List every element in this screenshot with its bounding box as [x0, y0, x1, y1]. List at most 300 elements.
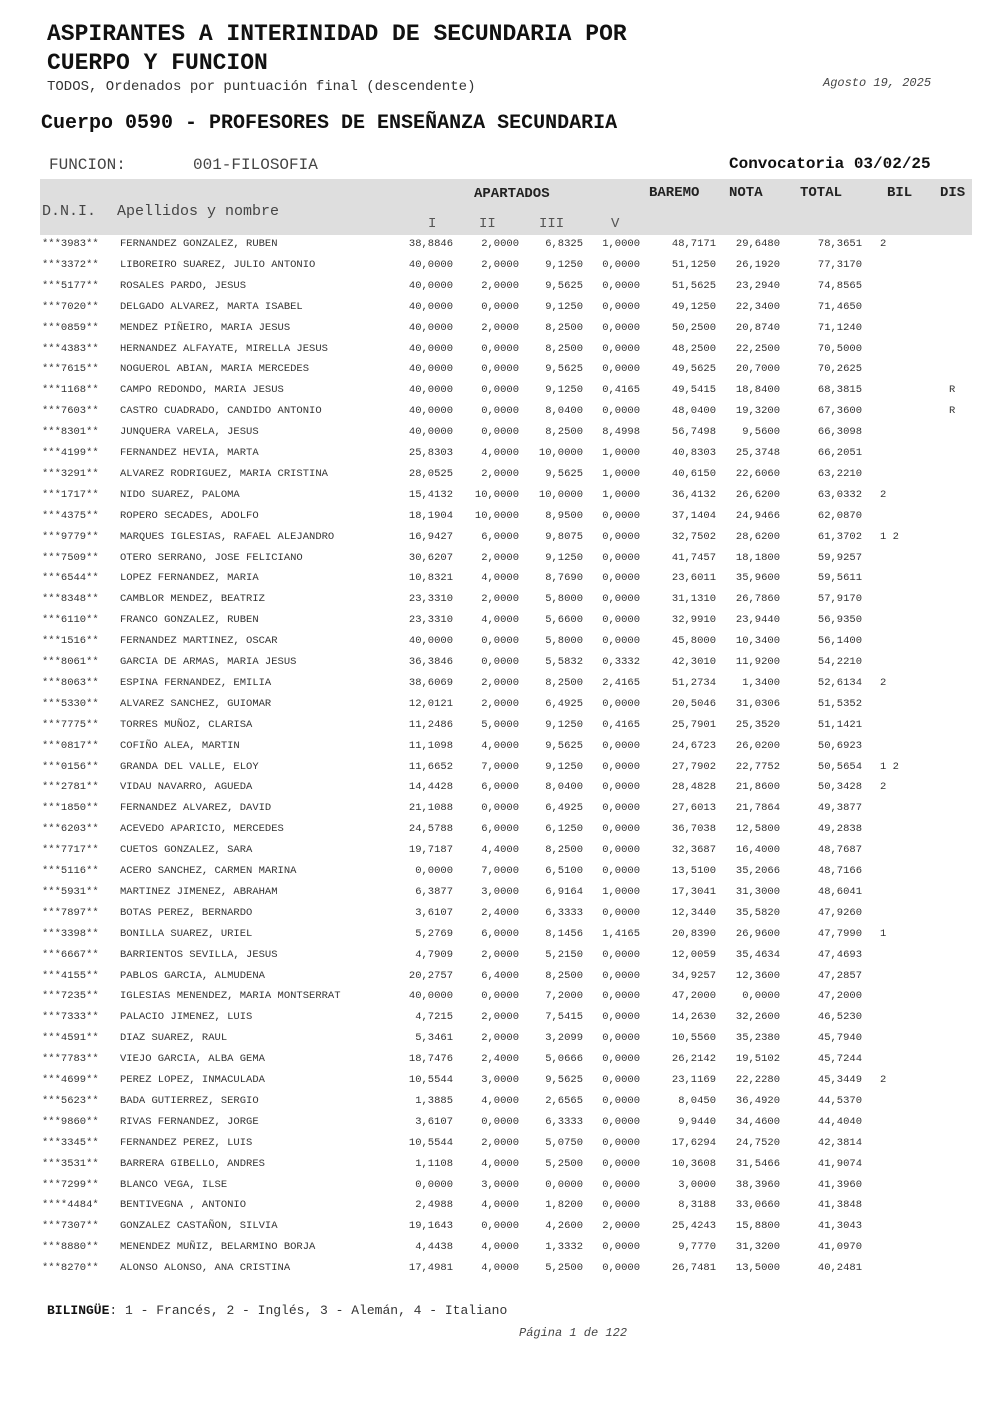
table-row: [0, 928, 1000, 948]
cell-apartado-v: 0,0000: [602, 844, 640, 857]
cell-apartado-v: 0,0000: [602, 321, 640, 334]
cell-baremo: 13,5100: [671, 865, 716, 877]
cell-apartado-v: 1,0000: [602, 447, 640, 459]
cell-apartado-v: 1,4165: [602, 927, 640, 940]
cell-name: FERNANDEZ ALVAREZ, DAVID: [120, 802, 272, 815]
cell-nota: 35,5820: [735, 906, 780, 919]
cell-apartado-i: 1,1108: [415, 1157, 453, 1170]
cell-apartado-i: 23,3310: [408, 593, 453, 606]
cell-nota: 35,2380: [735, 1032, 780, 1045]
cell-total: 51,5352: [817, 697, 862, 710]
cell-nota: 15,8800: [735, 1220, 780, 1233]
cell-dni: ***4591**: [42, 1032, 99, 1045]
cell-apartado-iii: 3,2099: [545, 1032, 583, 1045]
cell-baremo: 28,4828: [671, 781, 716, 794]
cell-apartado-ii: 0,0000: [481, 300, 519, 313]
cell-apartado-iii: 8,0400: [545, 781, 583, 794]
cell-apartado-iii: 8,0400: [545, 405, 583, 418]
cell-total: 46,5230: [817, 1011, 862, 1024]
cell-nota: 31,5466: [735, 1157, 780, 1170]
cell-baremo: 49,5625: [671, 363, 716, 376]
cell-baremo: 32,9910: [671, 614, 716, 627]
cell-apartado-v: 0,0000: [602, 1032, 640, 1045]
cell-apartado-iii: 8,2500: [545, 844, 583, 857]
cell-apartado-iii: 9,1250: [545, 718, 583, 731]
cell-apartado-ii: 2,0000: [481, 948, 519, 961]
cell-baremo: 8,3188: [678, 1199, 716, 1212]
cell-name: FERNANDEZ PEREZ, LUIS: [120, 1136, 253, 1149]
table-row: [0, 552, 1000, 572]
cell-apartado-v: 0,0000: [602, 363, 640, 376]
cell-apartado-v: 0,0000: [602, 1178, 640, 1191]
cell-dni: ***8301**: [42, 426, 99, 439]
table-row: [0, 447, 1000, 467]
cell-apartado-iii: 9,5625: [545, 363, 583, 376]
cell-dni: ***1168**: [42, 384, 99, 397]
cell-apartado-i: 2,4988: [415, 1199, 453, 1212]
cell-baremo: 56,7498: [671, 426, 716, 439]
cell-dni: ****4484*: [42, 1199, 99, 1212]
cell-name: FRANCO GONZALEZ, RUBEN: [120, 614, 259, 627]
cell-apartado-ii: 2,0000: [481, 321, 519, 334]
cell-apartado-ii: 10,0000: [474, 488, 519, 501]
cell-name: GARCIA DE ARMAS, MARIA JESUS: [120, 656, 297, 668]
cell-name: ALONSO ALONSO, ANA CRISTINA: [120, 1262, 291, 1275]
cell-apartado-v: 0,0000: [602, 1074, 640, 1086]
cell-apartado-v: 0,0000: [602, 405, 640, 418]
cell-nota: 25,3748: [735, 447, 780, 459]
header-dis: DIS: [940, 185, 966, 201]
cell-apartado-i: 40,0000: [408, 405, 453, 418]
cell-apartado-i: 23,3310: [408, 614, 453, 627]
cell-dni: ***4375**: [42, 509, 99, 522]
cell-apartado-v: 0,0000: [602, 823, 640, 836]
cell-apartado-ii: 0,0000: [481, 656, 519, 668]
header-i: I: [428, 216, 437, 232]
cell-nota: 35,4634: [735, 948, 780, 961]
cell-name: ESPINA FERNANDEZ, EMILIA: [120, 676, 272, 689]
table-row: [0, 1199, 1000, 1219]
cell-nota: 0,0000: [742, 990, 780, 1003]
cell-apartado-ii: 0,0000: [481, 635, 519, 648]
cell-apartado-ii: 3,0000: [481, 1074, 519, 1086]
cell-baremo: 41,7457: [671, 551, 716, 564]
cell-nota: 16,4000: [735, 844, 780, 857]
cell-apartado-v: 0,0000: [602, 1136, 640, 1149]
cell-total: 41,0970: [817, 1241, 862, 1254]
cell-apartado-i: 17,4981: [408, 1262, 453, 1275]
cell-apartado-i: 25,8303: [408, 447, 453, 459]
cell-name: MENDEZ PIÑEIRO, MARIA JESUS: [120, 321, 291, 334]
cell-dni: ***7333**: [42, 1011, 99, 1024]
cell-total: 49,3877: [817, 802, 862, 815]
cell-nota: 12,3600: [735, 969, 780, 982]
cell-dni: ***8270**: [42, 1262, 99, 1275]
cell-dni: ***7299**: [42, 1178, 99, 1191]
cell-apartado-v: 0,0000: [602, 1053, 640, 1066]
cell-dni: ***3531**: [42, 1157, 99, 1170]
cell-nota: 22,2280: [735, 1074, 780, 1086]
cell-apartado-i: 40,0000: [408, 426, 453, 439]
cell-total: 68,3815: [817, 384, 862, 397]
cell-dni: ***0859**: [42, 321, 99, 334]
cell-apartado-ii: 0,0000: [481, 990, 519, 1003]
cell-dni: ***3291**: [42, 467, 99, 480]
table-row: [0, 259, 1000, 279]
table-row: [0, 1074, 1000, 1094]
cell-baremo: 51,5625: [671, 279, 716, 292]
cell-baremo: 3,0000: [678, 1178, 716, 1191]
table-row: [0, 489, 1000, 509]
cell-apartado-i: 4,7215: [415, 1011, 453, 1024]
cell-apartado-i: 15,4132: [408, 488, 453, 501]
legend-label: BILINGÜE: [47, 1303, 110, 1318]
cell-apartado-i: 40,0000: [408, 342, 453, 355]
cell-baremo: 17,3041: [671, 885, 716, 898]
cell-baremo: 48,2500: [671, 342, 716, 355]
cell-apartado-ii: 10,0000: [474, 509, 519, 522]
cell-apartado-iii: 10,0000: [538, 488, 583, 501]
report-title-line1: ASPIRANTES A INTERINIDAD DE SECUNDARIA POR: [47, 21, 627, 47]
cell-apartado-v: 0,0000: [602, 258, 640, 271]
cell-apartado-v: 0,0000: [602, 739, 640, 752]
cell-name: CASTRO CUADRADO, CANDIDO ANTONIO: [120, 405, 322, 418]
header-baremo: BAREMO: [649, 185, 700, 201]
cell-apartado-i: 16,9427: [408, 530, 453, 543]
cell-apartado-v: 0,0000: [602, 1157, 640, 1170]
cell-dni: ***4199**: [42, 447, 99, 459]
cell-dni: ***7020**: [42, 300, 99, 313]
cell-total: 49,2838: [817, 823, 862, 836]
cell-dni: ***7235**: [42, 990, 99, 1003]
table-row: [0, 1179, 1000, 1199]
cell-name: LIBOREIRO SUAREZ, JULIO ANTONIO: [120, 258, 316, 271]
cell-total: 40,2481: [817, 1262, 862, 1275]
cell-baremo: 23,6011: [671, 572, 716, 585]
cell-name: ACERO SANCHEZ, CARMEN MARINA: [120, 865, 297, 877]
cell-apartado-ii: 4,0000: [481, 1157, 519, 1170]
cell-apartado-iii: 6,3333: [545, 906, 583, 919]
cell-total: 41,9074: [817, 1157, 862, 1170]
cell-total: 66,3098: [817, 426, 862, 439]
cell-apartado-iii: 2,6565: [545, 1094, 583, 1107]
cell-total: 47,7990: [817, 927, 862, 940]
cell-apartado-ii: 4,4000: [481, 844, 519, 857]
cell-nota: 22,7752: [735, 760, 780, 773]
cell-dni: ***5623**: [42, 1094, 99, 1107]
cell-total: 52,6134: [817, 676, 862, 689]
cell-nota: 23,9440: [735, 614, 780, 627]
cell-apartado-i: 40,0000: [408, 300, 453, 313]
cell-total: 44,5370: [817, 1094, 862, 1107]
cell-apartado-ii: 2,0000: [481, 551, 519, 564]
table-row: [0, 802, 1000, 822]
cell-dni: ***5116**: [42, 865, 99, 877]
cell-apartado-v: 0,0000: [602, 614, 640, 627]
cell-apartado-i: 40,0000: [408, 990, 453, 1003]
cell-name: ALVAREZ RODRIGUEZ, MARIA CRISTINA: [120, 467, 328, 480]
table-row: [0, 1032, 1000, 1052]
cell-nota: 22,6060: [735, 467, 780, 480]
cell-bil: 1 2: [880, 530, 899, 543]
cell-apartado-v: 0,0000: [602, 1262, 640, 1275]
cell-name: BADA GUTIERREZ, SERGIO: [120, 1094, 259, 1107]
cell-nota: 18,1800: [735, 551, 780, 564]
header-iii: III: [539, 216, 565, 232]
cell-apartado-i: 40,0000: [408, 384, 453, 397]
table-row: [0, 781, 1000, 801]
cell-apartado-v: 0,0000: [602, 279, 640, 292]
cell-total: 50,6923: [817, 739, 862, 752]
cell-baremo: 45,8000: [671, 635, 716, 648]
cell-dni: ***8348**: [42, 593, 99, 606]
cell-name: TORRES MUÑOZ, CLARISA: [120, 718, 253, 731]
table-row: [0, 1095, 1000, 1115]
cell-total: 41,3848: [817, 1199, 862, 1212]
cell-apartado-ii: 6,0000: [481, 530, 519, 543]
table-row: [0, 719, 1000, 739]
cell-name: MARQUES IGLESIAS, RAFAEL ALEJANDRO: [120, 530, 335, 543]
cell-apartado-iii: 1,8200: [545, 1199, 583, 1212]
cell-baremo: 9,7770: [678, 1241, 716, 1254]
cell-apartado-ii: 4,0000: [481, 447, 519, 459]
cell-name: VIDAU NAVARRO, AGUEDA: [120, 781, 253, 794]
cell-name: ALVAREZ SANCHEZ, GUIOMAR: [120, 697, 272, 710]
cell-name: BONILLA SUAREZ, URIEL: [120, 927, 253, 940]
cell-nota: 22,2500: [735, 342, 780, 355]
cell-apartado-iii: 9,1250: [545, 551, 583, 564]
cell-apartado-iii: 1,3332: [545, 1241, 583, 1254]
cell-baremo: 14,2630: [671, 1011, 716, 1024]
cell-total: 61,3702: [817, 530, 862, 543]
funcion-label: FUNCION:: [49, 156, 126, 174]
cell-dni: ***6667**: [42, 948, 99, 961]
cell-apartado-iii: 9,1250: [545, 258, 583, 271]
cell-nota: 21,8600: [735, 781, 780, 794]
cell-dni: ***7775**: [42, 718, 99, 731]
cell-dni: ***7603**: [42, 405, 99, 418]
cell-apartado-v: 0,0000: [602, 906, 640, 919]
cell-total: 45,3449: [817, 1074, 862, 1086]
cell-apartado-ii: 0,0000: [481, 1220, 519, 1233]
cell-apartado-v: 1,0000: [602, 885, 640, 898]
cell-apartado-v: 0,0000: [602, 572, 640, 585]
table-row: [0, 343, 1000, 363]
cell-dni: ***4383**: [42, 342, 99, 355]
cell-total: 71,1240: [817, 321, 862, 334]
cell-baremo: 47,2000: [671, 990, 716, 1003]
cell-dni: ***5330**: [42, 697, 99, 710]
cell-apartado-ii: 7,0000: [481, 865, 519, 877]
cell-name: PALACIO JIMENEZ, LUIS: [120, 1011, 253, 1024]
cell-apartado-i: 21,1088: [408, 802, 453, 815]
cell-dni: ***9860**: [42, 1115, 99, 1128]
cell-apartado-i: 11,2486: [408, 718, 453, 731]
cell-baremo: 12,0059: [671, 948, 716, 961]
cell-apartado-v: 0,0000: [602, 948, 640, 961]
cell-apartado-ii: 0,0000: [481, 1115, 519, 1128]
cell-dni: ***5177**: [42, 279, 99, 292]
table-row: [0, 865, 1000, 885]
cell-apartado-i: 18,7476: [408, 1053, 453, 1066]
cell-apartado-v: 0,0000: [602, 551, 640, 564]
table-row: [0, 1137, 1000, 1157]
table-row: [0, 238, 1000, 258]
table-row: [0, 363, 1000, 383]
table-row: [0, 280, 1000, 300]
cell-dni: ***6110**: [42, 614, 99, 627]
cell-total: 47,9260: [817, 906, 862, 919]
cell-apartado-iii: 0,0000: [545, 1178, 583, 1191]
cell-nota: 32,2600: [735, 1011, 780, 1024]
table-row: [0, 1220, 1000, 1240]
table-row: [0, 1241, 1000, 1261]
table-row: [0, 531, 1000, 551]
cell-name: LOPEZ FERNANDEZ, MARIA: [120, 572, 259, 585]
report-subtitle: TODOS, Ordenados por puntuación final (descendente): [47, 79, 476, 95]
cell-total: 41,3043: [817, 1220, 862, 1233]
cell-apartado-iii: 6,5100: [545, 865, 583, 877]
cell-nota: 28,6200: [735, 530, 780, 543]
cell-dni: ***7615**: [42, 363, 99, 376]
cell-apartado-v: 0,0000: [602, 781, 640, 794]
cell-total: 70,2625: [817, 363, 862, 376]
cell-apartado-ii: 0,0000: [481, 342, 519, 355]
cell-total: 47,2857: [817, 969, 862, 982]
cell-total: 62,0870: [817, 509, 862, 522]
cell-apartado-v: 0,0000: [602, 760, 640, 773]
cell-apartado-ii: 6,0000: [481, 823, 519, 836]
cell-dni: ***6203**: [42, 823, 99, 836]
table-row: [0, 844, 1000, 864]
cell-apartado-ii: 0,0000: [481, 384, 519, 397]
cell-baremo: 48,7171: [671, 238, 716, 250]
cell-apartado-i: 24,5788: [408, 823, 453, 836]
cell-name: NIDO SUAREZ, PALOMA: [120, 488, 240, 501]
cell-apartado-i: 19,1643: [408, 1220, 453, 1233]
cell-apartado-v: 0,0000: [602, 1011, 640, 1024]
cell-nota: 12,5800: [735, 823, 780, 836]
cell-apartado-iii: 8,2500: [545, 969, 583, 982]
cell-dni: ***0156**: [42, 760, 99, 773]
cell-total: 41,3960: [817, 1178, 862, 1191]
cell-baremo: 31,1310: [671, 593, 716, 606]
header-dni: D.N.I.: [42, 203, 97, 220]
table-row: [0, 1158, 1000, 1178]
cell-nota: 35,2066: [735, 865, 780, 877]
cell-nota: 29,6480: [735, 238, 780, 250]
cell-apartado-ii: 3,0000: [481, 1178, 519, 1191]
cell-baremo: 9,9440: [678, 1115, 716, 1128]
cell-dni: ***7307**: [42, 1220, 99, 1233]
table-row: [0, 1116, 1000, 1136]
cell-baremo: 20,5046: [671, 697, 716, 710]
cell-apartado-i: 3,6107: [415, 906, 453, 919]
cell-apartado-ii: 4,0000: [481, 1199, 519, 1212]
cell-apartado-v: 0,0000: [602, 990, 640, 1003]
cuerpo-heading: Cuerpo 0590 - PROFESORES DE ENSEÑANZA SECUNDARIA: [41, 112, 618, 135]
cell-bil: 1 2: [880, 760, 899, 773]
cell-baremo: 24,6723: [671, 739, 716, 752]
cell-nota: 13,5000: [735, 1262, 780, 1275]
cell-name: DELGADO ALVAREZ, MARTA ISABEL: [120, 300, 303, 313]
cell-apartado-iii: 6,1250: [545, 823, 583, 836]
cell-apartado-ii: 2,0000: [481, 593, 519, 606]
cell-name: OTERO SERRANO, JOSE FELICIANO: [120, 551, 303, 564]
table-row: [0, 656, 1000, 676]
cell-apartado-ii: 0,0000: [481, 405, 519, 418]
cell-apartado-v: 0,0000: [602, 635, 640, 648]
cell-baremo: 32,7502: [671, 530, 716, 543]
cell-dni: ***8880**: [42, 1241, 99, 1254]
cell-name: FERNANDEZ HEVIA, MARTA: [120, 447, 259, 459]
cell-name: BARRIENTOS SEVILLA, JESUS: [120, 948, 278, 961]
cell-apartado-iii: 8,9500: [545, 509, 583, 522]
cell-name: BARRERA GIBELLO, ANDRES: [120, 1157, 265, 1170]
cell-name: ROSALES PARDO, JESUS: [120, 279, 247, 292]
cell-apartado-iii: 6,9164: [545, 885, 583, 898]
cell-nota: 34,4600: [735, 1115, 780, 1128]
cell-dni: ***1717**: [42, 488, 99, 501]
cell-apartado-iii: 6,8325: [545, 238, 583, 250]
cell-baremo: 37,1404: [671, 509, 716, 522]
cell-baremo: 42,3010: [671, 656, 716, 668]
cell-apartado-ii: 3,0000: [481, 885, 519, 898]
cell-name: PABLOS GARCIA, ALMUDENA: [120, 969, 265, 982]
cell-total: 66,2051: [817, 447, 862, 459]
cell-dni: ***9779**: [42, 530, 99, 543]
cell-total: 50,5654: [817, 760, 862, 773]
cell-nota: 20,8740: [735, 321, 780, 334]
cell-apartado-v: 2,0000: [602, 1220, 640, 1233]
table-row: [0, 761, 1000, 781]
cell-apartado-v: 1,0000: [602, 467, 640, 480]
cell-apartado-ii: 4,0000: [481, 1094, 519, 1107]
cell-name: COFIÑO ALEA, MARTIN: [120, 739, 240, 752]
cell-baremo: 50,2500: [671, 321, 716, 334]
cell-nota: 9,5600: [742, 426, 780, 439]
cell-apartado-iii: 9,5625: [545, 739, 583, 752]
cell-dni: ***3398**: [42, 927, 99, 940]
cell-name: GONZALEZ CASTAÑON, SILVIA: [120, 1220, 278, 1233]
cell-apartado-i: 10,8321: [408, 572, 453, 585]
table-row: [0, 823, 1000, 843]
cell-apartado-iii: 9,1250: [545, 760, 583, 773]
legend-text: : 1 - Francés, 2 - Inglés, 3 - Alemán, 4 - Italiano: [109, 1303, 508, 1318]
table-row: [0, 614, 1000, 634]
cell-apartado-iii: 7,5415: [545, 1011, 583, 1024]
cell-apartado-iii: 10,0000: [538, 447, 583, 459]
cell-apartado-v: 0,0000: [602, 300, 640, 313]
cell-apartado-ii: 2,0000: [481, 676, 519, 689]
cell-dni: ***2781**: [42, 781, 99, 794]
cell-name: JUNQUERA VARELA, JESUS: [120, 426, 259, 439]
cell-bil: 2: [880, 1074, 887, 1086]
cell-apartado-iii: 6,3333: [545, 1115, 583, 1128]
cell-apartado-i: 5,2769: [415, 927, 453, 940]
cell-total: 51,1421: [817, 718, 862, 731]
table-row: [0, 990, 1000, 1010]
cell-apartado-i: 12,0121: [408, 697, 453, 710]
cell-apartado-ii: 2,4000: [481, 1053, 519, 1066]
cell-baremo: 10,5560: [671, 1032, 716, 1045]
cell-apartado-v: 0,0000: [602, 1241, 640, 1254]
cell-nota: 26,0200: [735, 739, 780, 752]
cell-apartado-ii: 4,0000: [481, 1241, 519, 1254]
cell-baremo: 26,7481: [671, 1262, 716, 1275]
cell-apartado-i: 38,8846: [408, 238, 453, 250]
cell-dni: ***8063**: [42, 676, 99, 689]
